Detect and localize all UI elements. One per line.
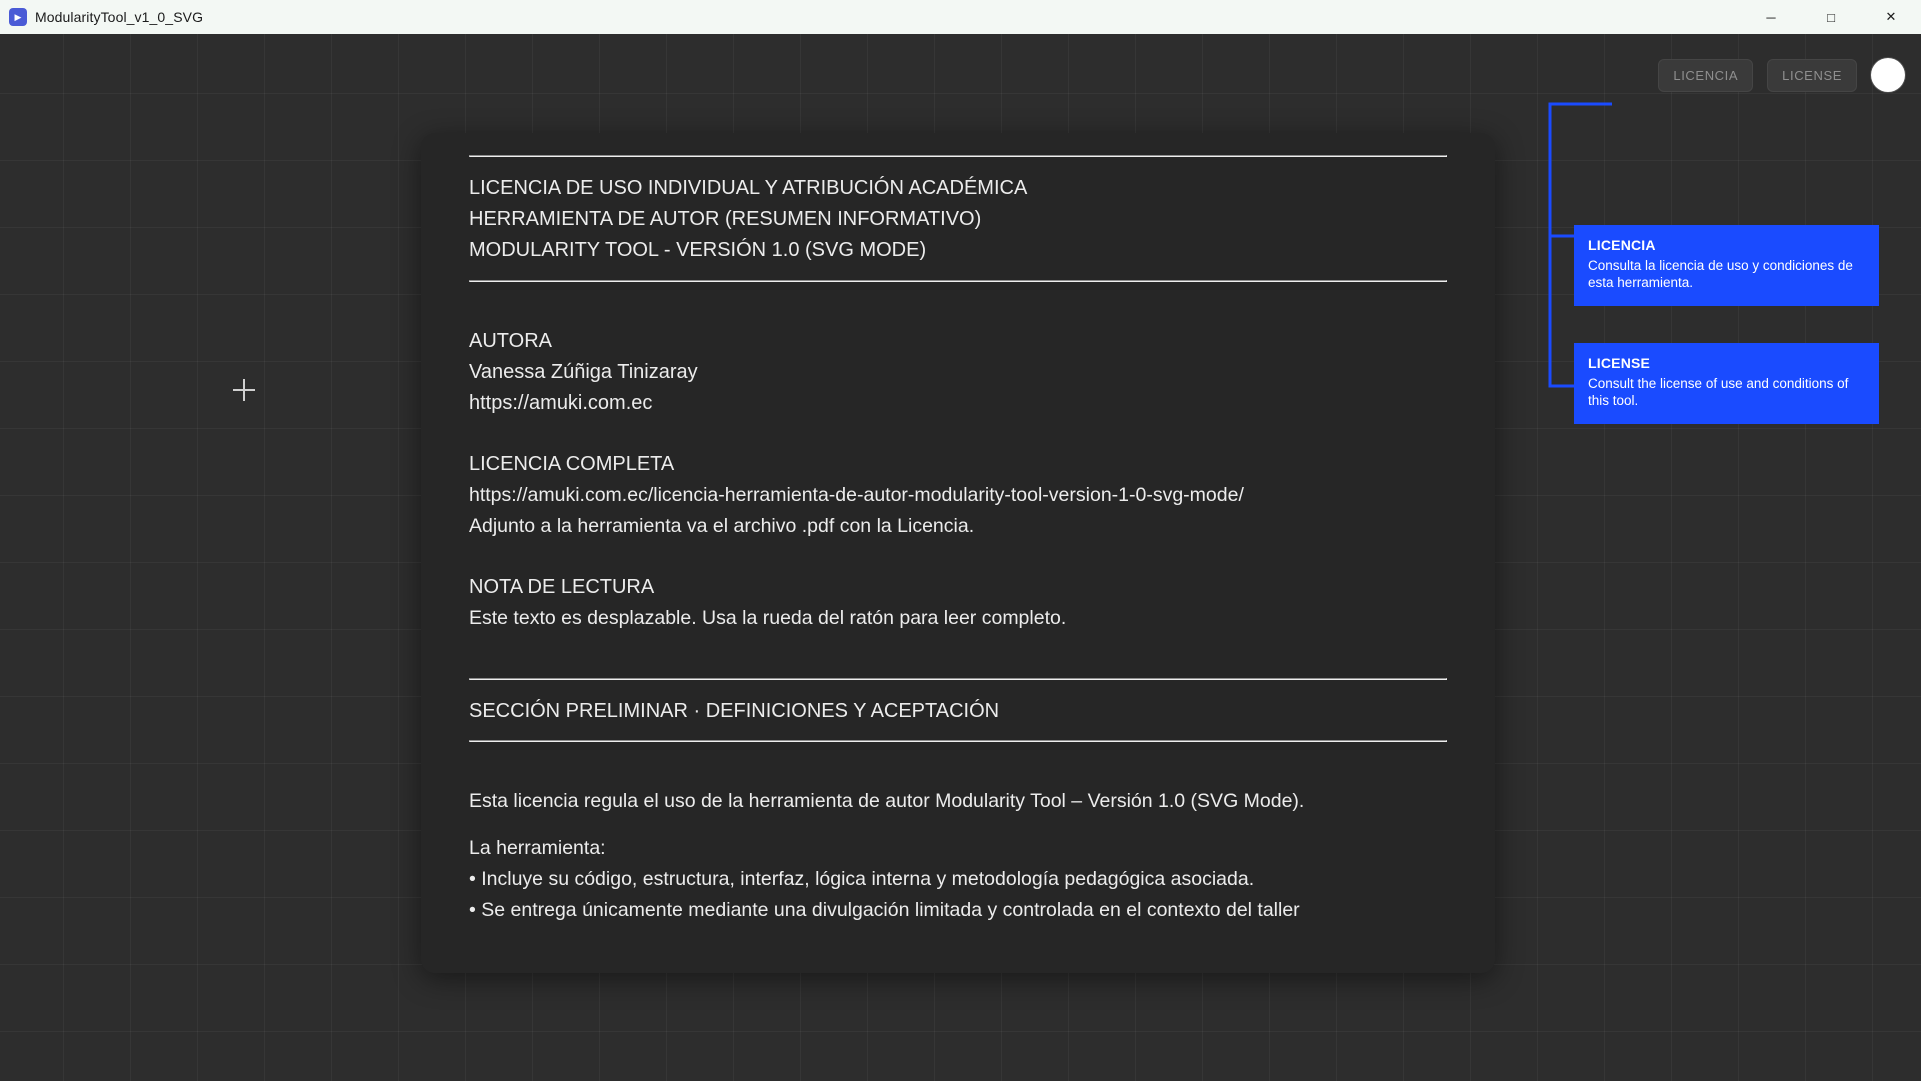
body-paragraph: Esta licencia regula el uso de la herramienta de autor Modularity Tool – Versión 1.0 (SVG Mode). (469, 790, 1305, 812)
close-button[interactable]: ✕ (1885, 9, 1897, 24)
spacer-1 (469, 282, 1447, 326)
design-canvas[interactable] (0, 34, 1921, 1081)
author-name: Vanessa Zúñiga Tinizaray (469, 361, 698, 383)
tool-label: La herramienta: (469, 837, 606, 859)
full-license-note: Adjunto a la herramienta va el archivo .pdf con la Licencia. (469, 515, 975, 537)
full-license-heading: LICENCIA COMPLETA (469, 453, 675, 475)
author-block (469, 326, 1447, 419)
tooltip-license-title: LICENSE (1588, 355, 1651, 371)
maximize-button[interactable]: □ (1827, 9, 1835, 25)
language-toolbar (1658, 58, 1905, 92)
spacer-5 (469, 742, 1447, 786)
tooltip-license (1574, 343, 1879, 424)
app-icon: ▶ (9, 8, 27, 26)
crosshair-icon (233, 379, 255, 401)
section-title: SECCIÓN PRELIMINAR · DEFINICIONES Y ACEPTACIÓN (469, 700, 1000, 722)
license-button[interactable]: LICENSE (1767, 59, 1857, 92)
author-url[interactable]: https://amuki.com.ec (469, 392, 653, 414)
minimize-button[interactable]: ─ (1766, 9, 1776, 25)
full-license-block (469, 449, 1447, 542)
license-scroll-area[interactable] (445, 155, 1471, 973)
license-header-line-3: MODULARITY TOOL - VERSIÓN 1.0 (SVG MODE) (469, 239, 927, 261)
tooltip-license-body: Consult the license of use and conditions of this tool. (1588, 376, 1849, 409)
window-controls (1741, 0, 1921, 34)
tool-bullet-1: • Incluye su código, estructura, interfaz, lógica interna y metodología pedagógica asociada. (469, 868, 1255, 890)
license-header-line-2: HERRAMIENTA DE AUTOR (RESUMEN INFORMATIVO) (469, 208, 982, 230)
full-license-url[interactable]: https://amuki.com.ec/licencia-herramienta-de-autor-modularity-tool-version-1-0-svg-mode/ (469, 484, 1244, 506)
tooltip-licencia-title: LICENCIA (1588, 237, 1656, 253)
spacer-3 (469, 542, 1447, 572)
license-header-line-1: LICENCIA DE USO INDIVIDUAL Y ATRIBUCIÓN ACADÉMICA (469, 177, 1028, 199)
tooltip-licencia-body: Consulta la licencia de uso y condiciones de esta herramienta. (1588, 258, 1853, 291)
spacer-2 (469, 419, 1447, 449)
reading-note-text: Este texto es desplazable. Usa la rueda del ratón para leer completo. (469, 607, 1067, 629)
reading-note-heading: NOTA DE LECTURA (469, 576, 655, 598)
window-titlebar (0, 0, 1921, 34)
reading-note-block (469, 572, 1447, 634)
spacer-6 (469, 817, 1447, 833)
spacer-4 (469, 634, 1447, 678)
author-heading: AUTORA (469, 330, 552, 352)
language-toggle[interactable] (1871, 58, 1905, 92)
tooltip-licencia (1574, 225, 1879, 306)
licencia-button[interactable]: LICENCIA (1658, 59, 1753, 92)
license-panel[interactable] (421, 133, 1495, 973)
window-title: ModularityTool_v1_0_SVG (35, 9, 204, 25)
tool-bullet-2: • Se entrega únicamente mediante una divulgación limitada y controlada en el contexto del taller (469, 899, 1300, 921)
license-header (469, 157, 1447, 280)
